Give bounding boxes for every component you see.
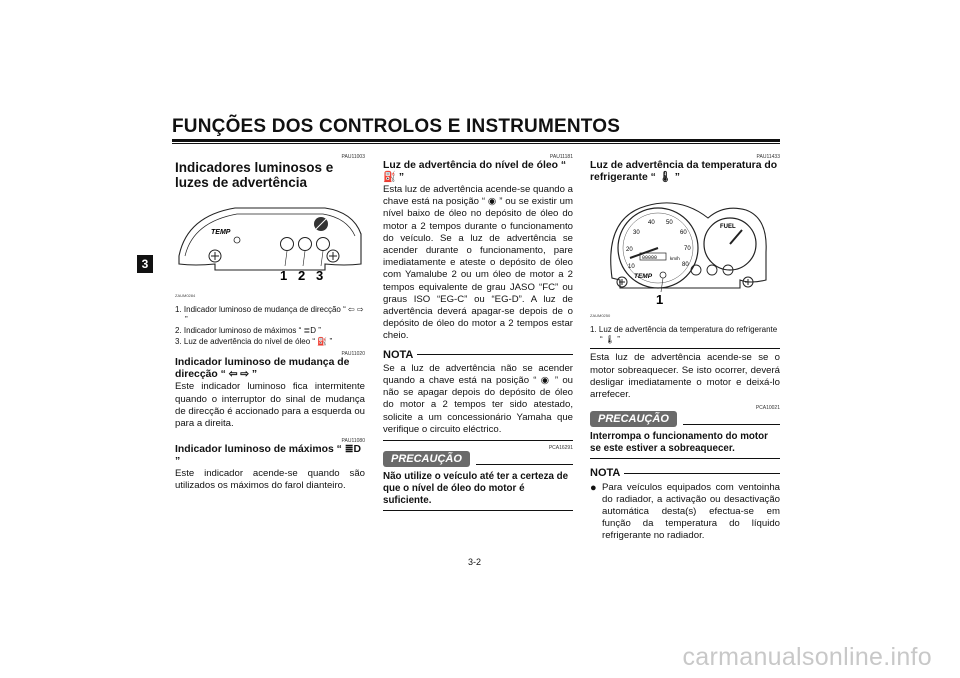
subsection-title: Luz de advertência da temperatura do refrigerante “ 🌡 ” — [590, 160, 778, 183]
bullet-dot-icon: ● — [590, 481, 597, 494]
paragraph: Esta luz de advertência acende-se quando a chave está na posição “ ◉ ” ou se existir um nível baixo de óleo no depósito de óleo do motor a 2 tempos durante o funcionamento do veículo. Se a luz de advertência se acender durante o funcionamento, pare imediatamente e ateste o depósito de óleo com Yamalube 2 ou um óleo de motor a 2 tempos equivalente de grau JASO “FC” ou graus ISO “EG-C” ou “EG-D”. A luz de advertência deverá apagar-se depois de o depósito de óleo do motor a 2 tempos estar cheio. — [383, 184, 573, 342]
caption-item: 2. Indicador luminoso de máximos “ ≣D ” — [175, 326, 321, 336]
speed-tick: 10 — [628, 264, 635, 270]
section-code: PCA10021 — [755, 405, 780, 412]
subsection-title: Indicador luminoso de mudança de direcção “ ⇦ ⇨ ” — [175, 357, 350, 381]
speed-tick: 70 — [684, 246, 691, 252]
turn-signal-indicator-icon — [281, 238, 294, 251]
meter-figure — [590, 188, 780, 322]
divider — [590, 348, 780, 349]
oil-warning-light-icon — [317, 238, 330, 251]
note-text: Se a luz de advertência não se acender quando a chave está na posição “ ◉ ” ou não se apagar depois do depósito de óleo do motor a 2 tempos ter sido atestado, solicite a um concessionário Yamaha que verifique o circuito eléctrico. — [383, 362, 573, 435]
caution-text: Não utilize o veículo até ter a certeza de que o nível de óleo do motor é suficiente. — [383, 471, 573, 511]
note-heading — [383, 349, 573, 361]
meter-drawing — [590, 188, 780, 306]
temp-label: TEMP — [211, 229, 231, 236]
high-beam-indicator-icon — [707, 265, 717, 275]
speed-tick: 30 — [633, 230, 640, 236]
callout-1: 1 — [656, 292, 664, 306]
high-beam-indicator-icon — [299, 238, 312, 251]
subsection-title: Indicador luminoso de máximos “ ≣D ” — [175, 444, 361, 468]
section-code: PAU11181 — [549, 154, 573, 160]
temp-label: TEMP — [634, 273, 653, 280]
header-rule-thin — [172, 143, 780, 144]
speed-tick: 50 — [666, 220, 673, 226]
caution-heading — [383, 451, 573, 467]
caution-label: PRECAUÇÃO — [590, 411, 677, 427]
indicator-panel-drawing — [175, 194, 365, 286]
paragraph: Este indicador luminoso fica intermitente quando o interruptor do sinal de mudança de direcção é accionado para a esquerda ou para a direita. — [175, 381, 365, 430]
caption-item: 1. Indicador luminoso de mudança de direcção “ ⇦ ⇨ ” — [175, 305, 364, 325]
speed-tick: 20 — [626, 247, 633, 253]
column-3 — [590, 150, 780, 543]
column-2 — [383, 150, 573, 511]
caution-rule — [476, 464, 573, 465]
speed-tick: 80 — [682, 262, 689, 268]
note-label: NOTA — [590, 467, 621, 480]
note-rule — [417, 354, 573, 355]
fuel-needle — [730, 230, 742, 244]
caution-label: PRECAUÇÃO — [383, 451, 470, 467]
callout-2: 2 — [298, 268, 306, 283]
figure-code: ZAUM0250 — [590, 313, 611, 319]
watermark: carmanualsonline.info — [682, 643, 932, 671]
fuel-label: FUEL — [720, 224, 736, 230]
note-heading — [590, 467, 780, 479]
caution-text: Interrompa o funcionamento do motor se este estiver a sobreaquecer. — [590, 431, 780, 459]
note-rule — [624, 473, 780, 474]
paragraph: Este indicador acende-se quando são utilizados os máximos do farol dianteiro. — [175, 468, 365, 492]
section-title: Indicadores luminosos e luzes de advertência — [175, 160, 334, 190]
callout-3: 3 — [316, 268, 324, 283]
caution-heading — [590, 411, 780, 427]
section-code: PCA16291 — [548, 445, 573, 452]
coolant-temp-warning-icon — [660, 272, 666, 278]
bullet-text: Para veículos equipados com ventoinha do radiador, a activação ou desactivação automática desta(s) efectua-se em função da temperatura do líquido refrigerante no radiador. — [602, 481, 780, 542]
header-rule — [172, 139, 780, 142]
caption-item: 3. Luz de advertência do nível de óleo “ ⛽ ” — [175, 337, 333, 347]
section-code: PAU11003 — [341, 154, 365, 160]
caption-item: 1. Luz de advertência da temperatura do refrigerante “ 🌡 ” — [590, 325, 778, 345]
section-code: PAU11020 — [341, 351, 365, 358]
odometer-digits: 00000 — [642, 255, 658, 261]
indicator-panel-figure — [175, 194, 365, 302]
page-number: 3-2 — [468, 557, 482, 567]
section-code: PAU11433 — [756, 154, 780, 160]
section-code: PAU11080 — [341, 438, 365, 445]
turn-signal-indicator-icon — [691, 265, 701, 275]
figure-captions — [175, 305, 365, 347]
note-bullet — [590, 482, 780, 543]
subsection-title: Luz de advertência do nível de óleo “ ⛽ ” — [383, 160, 567, 183]
caution-rule — [683, 424, 780, 425]
callout-1: 1 — [280, 268, 288, 283]
page-header-title: FUNÇÕES DOS CONTROLOS E INSTRUMENTOS — [172, 116, 621, 137]
paragraph: Esta luz de advertência acende-se se o motor sobreaquecer. Se isto ocorrer, deverá desligar imediatamente o motor e deixá-lo arrefecer. — [590, 352, 780, 401]
divider — [383, 440, 573, 441]
speed-tick: 60 — [680, 230, 687, 236]
speed-tick: 40 — [648, 220, 655, 226]
kmh-label: km/h — [670, 256, 680, 261]
column-1 — [175, 150, 365, 493]
chapter-tab: 3 — [137, 255, 153, 273]
note-label: NOTA — [383, 348, 414, 361]
figure-captions — [590, 325, 780, 345]
figure-code: ZAUM0284 — [175, 293, 196, 299]
